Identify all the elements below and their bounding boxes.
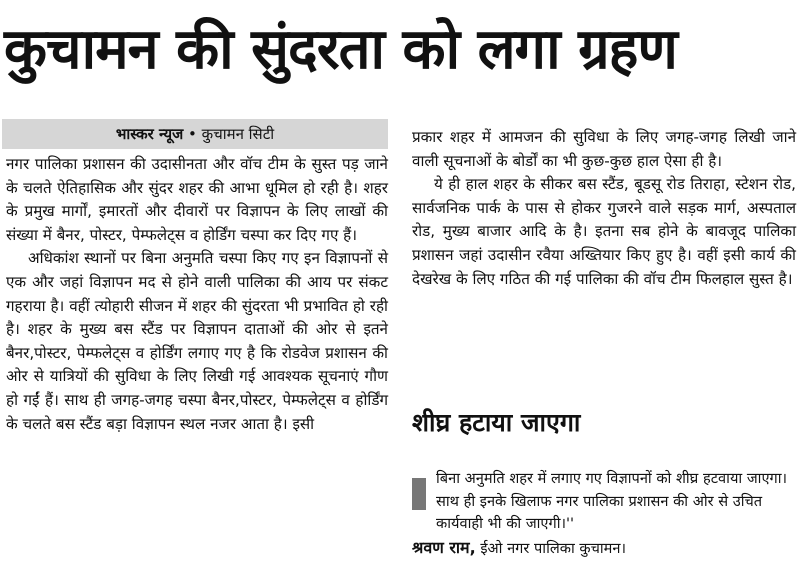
quote-bar	[412, 478, 426, 510]
subheading: शीघ्र हटाया जाएगा	[412, 408, 581, 437]
paragraph: अधिकांश स्थानों पर बिना अनुमति चस्पा किए गए इन विज्ञापनों से एक और जहां विज्ञापन मद से होने वाली पालिका की आय पर संकट गहराया है। वहीं त्योहारी सीजन में शहर की सुंदरता भी प्रभावित हो रही है। शहर के मुख्य बस स्टैंड पर विज्ञापन दाताओं की ओर से इतने बैनर,पोस्टर, पेम्फलेट्स व होर्डिंग लगाए गए है कि रोडवेज प्रशासन की ओर से यात्रियों की सुविधा के लिए लिखी गई आवश्यक सूचनाएं गौण हो गईं हैं। साथ ही जगह-जगह चस्पा बैनर,पोस्टर, पेम्फलेट्स व होर्डिंग के चलते बस स्टैंड बड़ा विज्ञापन स्थल नजर आता है। इसी	[6, 249, 388, 433]
quote-attribution	[412, 537, 796, 561]
byline-source: भास्कर न्यूज	[115, 125, 184, 143]
paragraph: प्रकार शहर में आमजन की सुविधा के लिए जगह-जगह लिखी जाने वाली सूचनाओं के बोर्डों का भी कुछ-कुछ हाल ऐसा ही है।	[412, 128, 796, 170]
paragraph: ये ही हाल शहर के सीकर बस स्टैंड, बूडसू रोड तिराहा, स्टेशन रोड, सार्वजनिक पार्क के पास से होकर गुजरने वाले सड़क मार्ग, अस्पताल रोड, मुख्य बाजार आदि के है। इतना सब होने के बावजूद पालिका प्रशासन जहां उदासीन रवैया अख्तियार किए हुए है। वहीं इसी कार्य की देखरेख के लिए गठित की गई पालिका की वॉच टीम फिलहाल सुस्त है।	[412, 175, 796, 288]
byline-separator: •	[188, 125, 197, 143]
left-column	[6, 153, 388, 436]
headline: कुचामन की सुंदरता को लगा ग्रहण	[4, 17, 677, 82]
paragraph: नगर पालिका प्रशासन की उदासीनता और वॉच टीम के सुस्त पड़ जाने के चलते ऐतिहासिक और सुंदर शहर की आभा धूमिल हो रही है। शहर के प्रमुख मार्गों, इमारतों और दीवारों पर विज्ञापन के लिए लाखों की संख्या में बैनर, पोस्टर, पेम्फलेट्स व होर्डिंग चस्पा कर दिए गए हैं।	[6, 155, 388, 244]
quote-name: श्रवण राम,	[412, 537, 476, 557]
quote-text: बिना अनुमति शहर में लगाए गए विज्ञापनों को शीघ्र हटवाया जाएगा। साथ ही इनके खिलाफ नगर पालिका प्रशासन की ओर से उचित कार्यवाही भी की जाएगी।''	[436, 470, 788, 532]
byline-place: कुचामन सिटी	[201, 125, 275, 143]
quote-box	[412, 468, 796, 560]
right-column	[412, 126, 796, 291]
byline	[2, 119, 388, 149]
quote-designation: ईओ नगर पालिका कुचामन।	[480, 539, 626, 557]
